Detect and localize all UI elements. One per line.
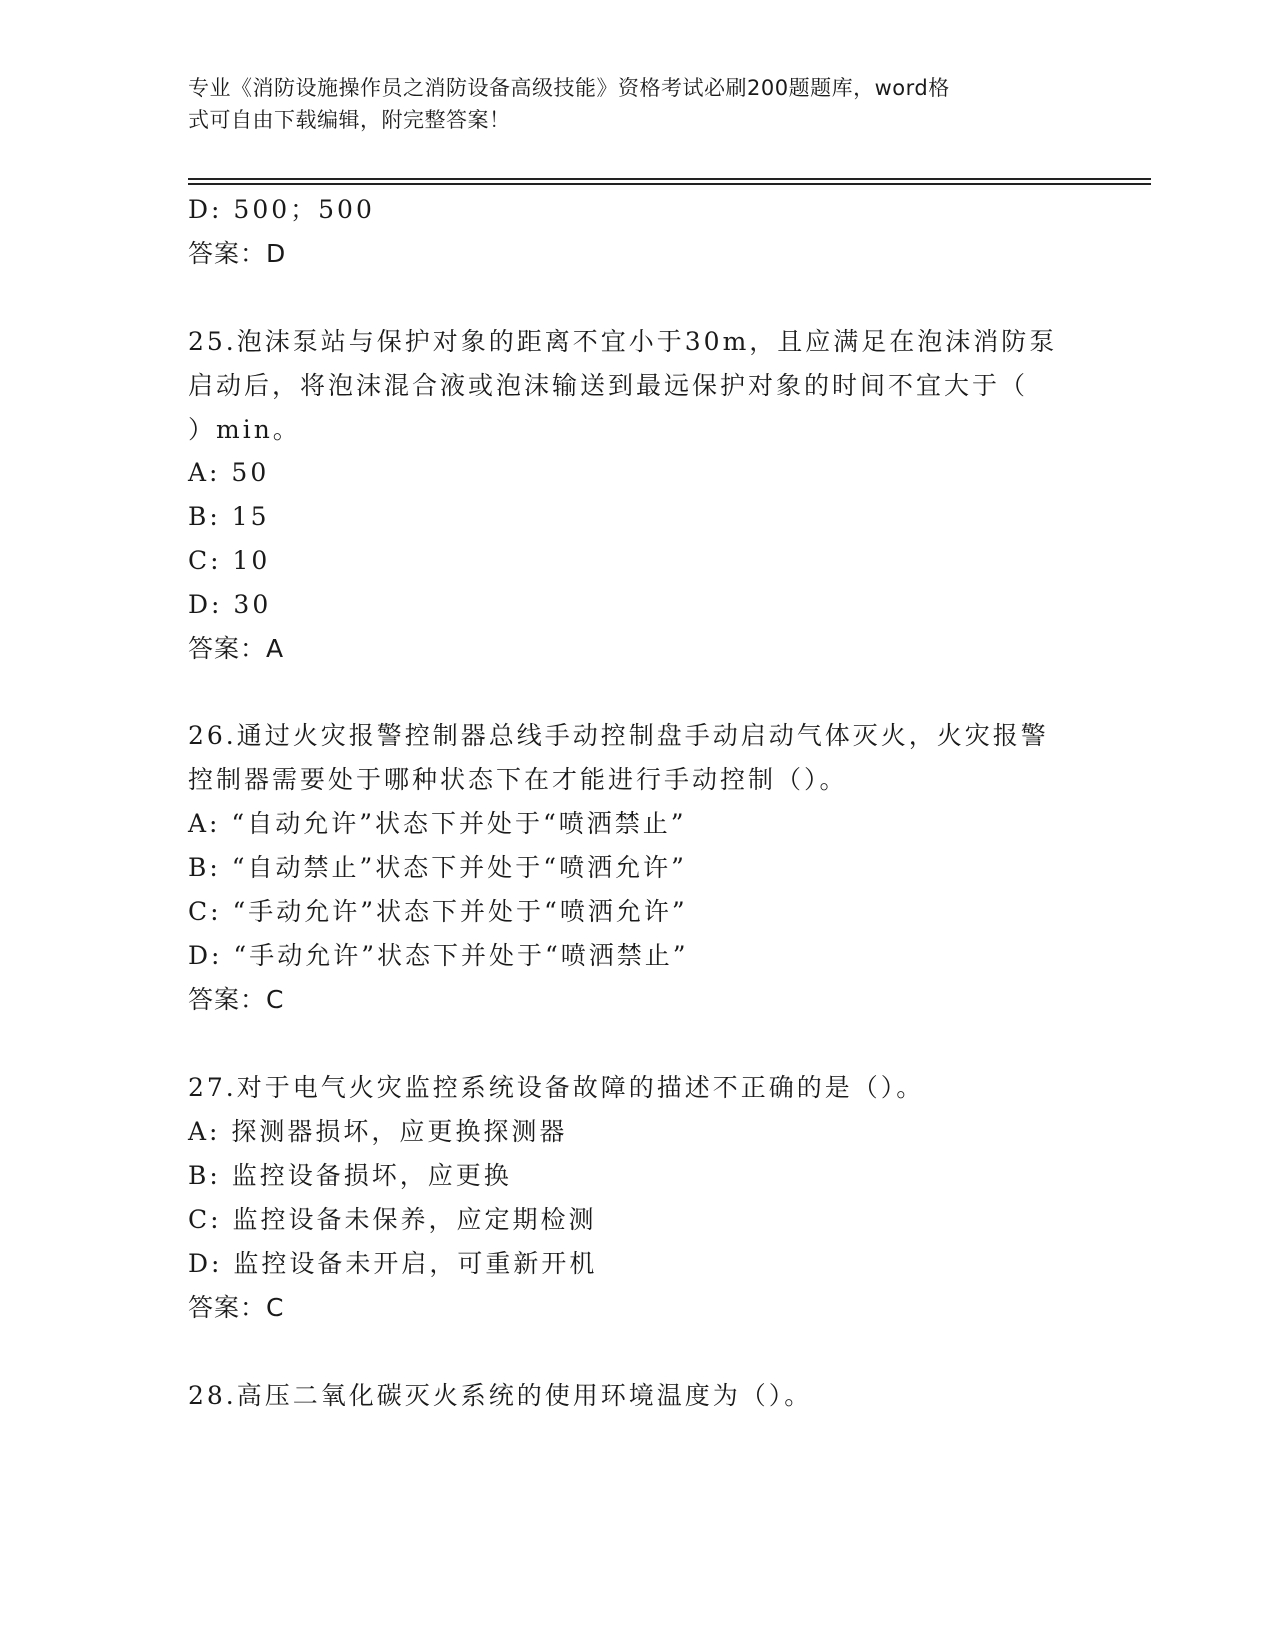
q26-stem-line-2: 控制器需要处于哪种状态下在才能进行手动控制（）。 — [188, 765, 848, 794]
q24-option-d: D: 500；500 — [188, 195, 375, 224]
q27-option-d: D: 监控设备未开启，可重新开机 — [188, 1249, 598, 1278]
header-divider-top — [188, 178, 1151, 180]
q25-answer: 答案：A — [188, 634, 285, 663]
q25-option-d: D: 30 — [188, 590, 272, 619]
q27-option-b: B: 监控设备损坏，应更换 — [188, 1161, 512, 1190]
q25-stem-line-3: ）min。 — [188, 415, 301, 444]
q26-option-b: B: “自动禁止”状态下并处于“喷洒允许” — [188, 853, 687, 882]
q26-option-a: A: “自动允许”状态下并处于“喷洒禁止” — [188, 809, 687, 838]
q28-stem-line-1: 28.高压二氧化碳灭火系统的使用环境温度为（）。 — [188, 1381, 813, 1410]
q24-answer: 答案：D — [188, 239, 287, 268]
document-header — [188, 72, 1068, 136]
q25-option-b: B: 15 — [188, 502, 270, 531]
q25-stem-line-1: 25.泡沫泵站与保护对象的距离不宜小于30m，且应满足在泡沫消防泵 — [188, 327, 1058, 356]
header-line-2: 式可自由下载编辑，附完整答案！ — [188, 108, 511, 132]
q27-option-a: A: 探测器损坏，应更换探测器 — [188, 1117, 568, 1146]
q27-stem-line-1: 27.对于电气火灾监控系统设备故障的描述不正确的是（）。 — [188, 1073, 925, 1102]
q25-option-c: C: 10 — [188, 546, 271, 575]
q26-option-d: D: “手动允许”状态下并处于“喷洒禁止” — [188, 941, 689, 970]
header-divider-bottom — [188, 183, 1151, 185]
q26-stem-line-1: 26.通过火灾报警控制器总线手动控制盘手动启动气体灭火，火灾报警 — [188, 721, 1049, 750]
q26-answer: 答案：C — [188, 985, 285, 1014]
q25-option-a: A: 50 — [188, 458, 270, 487]
q27-option-c: C: 监控设备未保养，应定期检测 — [188, 1205, 597, 1234]
header-line-1: 专业《消防设施操作员之消防设备高级技能》资格考试必刷200题题库，word格 — [188, 76, 950, 100]
q25-stem-line-2: 启动后，将泡沫混合液或泡沫输送到最远保护对象的时间不宜大于（ — [188, 371, 1029, 400]
q26-option-c: C: “手动允许”状态下并处于“喷洒允许” — [188, 897, 688, 926]
q27-answer: 答案：C — [188, 1293, 285, 1322]
